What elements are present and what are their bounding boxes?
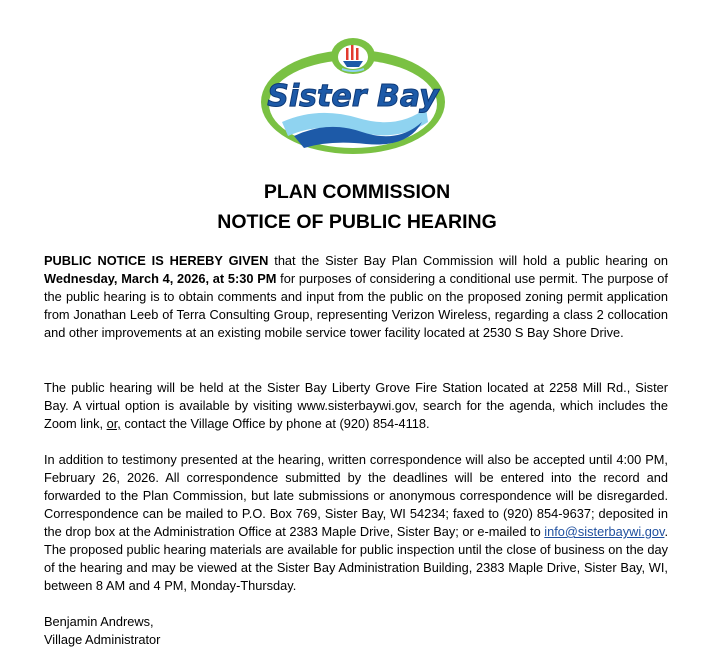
email-link[interactable]: info@sisterbaywi.gov bbox=[544, 524, 665, 539]
signature-name: Benjamin Andrews, bbox=[44, 614, 154, 629]
notice-text-b: for purposes of considering a conditional use permit. The purpose of the public hearing is to obtain comments and input from the public on the proposed zoning permit application from Jonathan Leeb of Terra Consulting Group, representing Verizon Wireless, regarding a class 2 collocation and other improvements at an existing mobile service tower facility located at 2530 S Bay Shore Drive. bbox=[44, 271, 668, 340]
page-subtitle: NOTICE OF PUBLIC HEARING bbox=[217, 211, 497, 233]
logo-wordmark: Sister Bay bbox=[267, 79, 439, 114]
sister-bay-logo bbox=[258, 36, 448, 156]
correspondence-text-a: In addition to testimony presented at the hearing, written correspondence will also be accepted until 4:00 PM, February 26, 2026. All correspondence submitted by the deadlines will be entered into the record and forwarded to the Plan Commission, but late submissions or anonymous correspondence will be disregarded. Correspondence can be mailed to P.O. Box 769, Sister Bay, WI 54234; faxed to (920) 854-9637; deposited in the drop box at the Administration Office at 2383 Maple Drive, Sister Bay; or e-mailed to bbox=[44, 452, 668, 539]
logo-graphic bbox=[258, 36, 448, 156]
hearing-date: Wednesday, March 4, 2026, at 5:30 PM bbox=[44, 271, 277, 286]
notice-text-a: that the Sister Bay Plan Commission will hold a public hearing on bbox=[268, 253, 668, 268]
page-title: PLAN COMMISSION bbox=[263, 181, 451, 203]
signature-title: Village Administrator bbox=[44, 632, 161, 647]
correspondence-text-b: . The proposed public hearing materials are available for public inspection until the close of business on the day of the hearing and may be viewed at the Sister Bay Administration Building, 2383 Maple Drive, Sister Bay, WI, between 8 AM and 4 PM, Monday-Thursday. bbox=[44, 524, 668, 593]
or-underlined: or, bbox=[106, 416, 121, 431]
notice-paragraph-1 bbox=[44, 252, 668, 342]
notice-paragraph-2 bbox=[44, 379, 668, 433]
notice-intro: PUBLIC NOTICE IS HEREBY GIVEN bbox=[44, 253, 269, 268]
location-text-a: The public hearing will be held at the Sister Bay Liberty Grove Fire Station located at 2258 Mill Rd., Sister Bay. A virtual option is available by visiting www.sisterbaywi.gov, search for the agenda, which includes the Zoom link, bbox=[44, 380, 668, 431]
location-text-b: contact the Village Office by phone at (920) 854-4118. bbox=[120, 416, 430, 431]
notice-paragraph-3 bbox=[44, 451, 668, 595]
